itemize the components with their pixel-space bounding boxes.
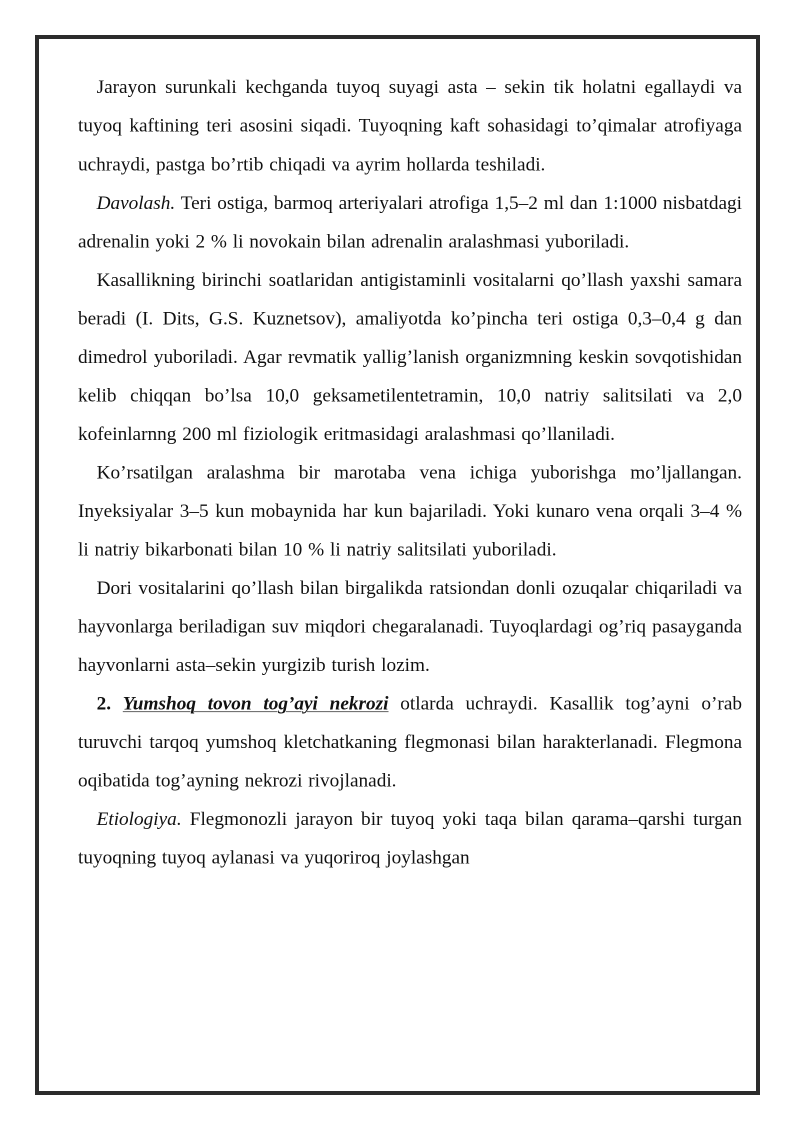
paragraph-1 [78,68,742,184]
paragraph-5-text: Dori vositalarini qo’llash bilan birgalikda ratsiondan donli ozuqalar chiqariladi va hayvonlarga beriladigan suv miqdori chegaralanadi. Tuyoqlardagi og’riq pasayganda hayvonlarni asta–sekin yurgizib turish lozim. [78,577,743,676]
paragraph-1-text: Jarayon surunkali kechganda tuyoq suyagi asta – sekin tik holatni egallaydi va tuyoq kaftining teri asosini siqadi. Tuyoqning kaft sohasidagi to’qimalar atrofiyaga uchraydi, pastga bo’rtib chiqadi va ayrim hollarda teshiladi. [78,76,743,175]
treatment-heading: Davolash. [96,192,176,214]
paragraph-2-text: Teri ostiga, barmoq arteriyalari atrofiga 1,5–2 ml dan 1:1000 nisbatdagi adrenalin yoki 2 % li novokain bilan adrenalin aralashmasi yuboriladi. [78,192,742,252]
paragraph-6 [78,684,742,800]
paragraph-5 [78,569,742,685]
paragraph-3 [78,261,742,454]
section-term: Yumshoq tovon tog’ayi nekrozi [122,692,389,715]
document-body [78,68,742,877]
paragraph-4 [78,453,742,569]
paragraph-7 [78,800,742,877]
paragraph-4-text: Ko’rsatilgan aralashma bir marotaba vena ichiga yuborishga mo’ljallangan. Inyeksiyalar 3–5 kun mobaynida har kun bajariladi. Yoki kunaro vena orqali 3–4 % li natriy bikarbonati bilan 10 % li natriy salitsilati yuboriladi. [78,461,743,561]
etiology-heading: Etiologiya. [96,808,182,830]
paragraph-2 [78,184,742,261]
section-number: 2. [96,692,112,715]
paragraph-7-text: Flegmonozli jarayon bir tuyoq yoki taqa bilan qarama–qarshi turgan tuyoqning tuyoq aylanasi va yuqoriroq joylashgan [78,808,742,869]
paragraph-6-text: otlarda uchraydi. Kasallik tog’ayni o’rab turuvchi tarqoq yumshoq kletchatkaning flegmonasi bilan harakterlanadi. Flegmona oqibatida tog’ayning nekrozi rivojlanadi. [78,692,742,792]
paragraph-3-text: Kasallikning birinchi soatlaridan antigistaminli vositalarni qo’llash yaxshi samara beradi (I. Dits, G.S. Kuznetsov), amaliyotda ko’pincha teri ostiga 0,3–0,4 g dan dimedrol yuboriladi. Agar revmatik yallig’lanish organizmning keskin sovqotishidan kelib chiqqan bo’lsa 10,0 geksametilentetramin, 10,0 natriy salitsilati va 2,0 kofeinlarnng 200 ml fiziologik eritmasidagi aralashmasi qo’llaniladi. [78,269,743,445]
